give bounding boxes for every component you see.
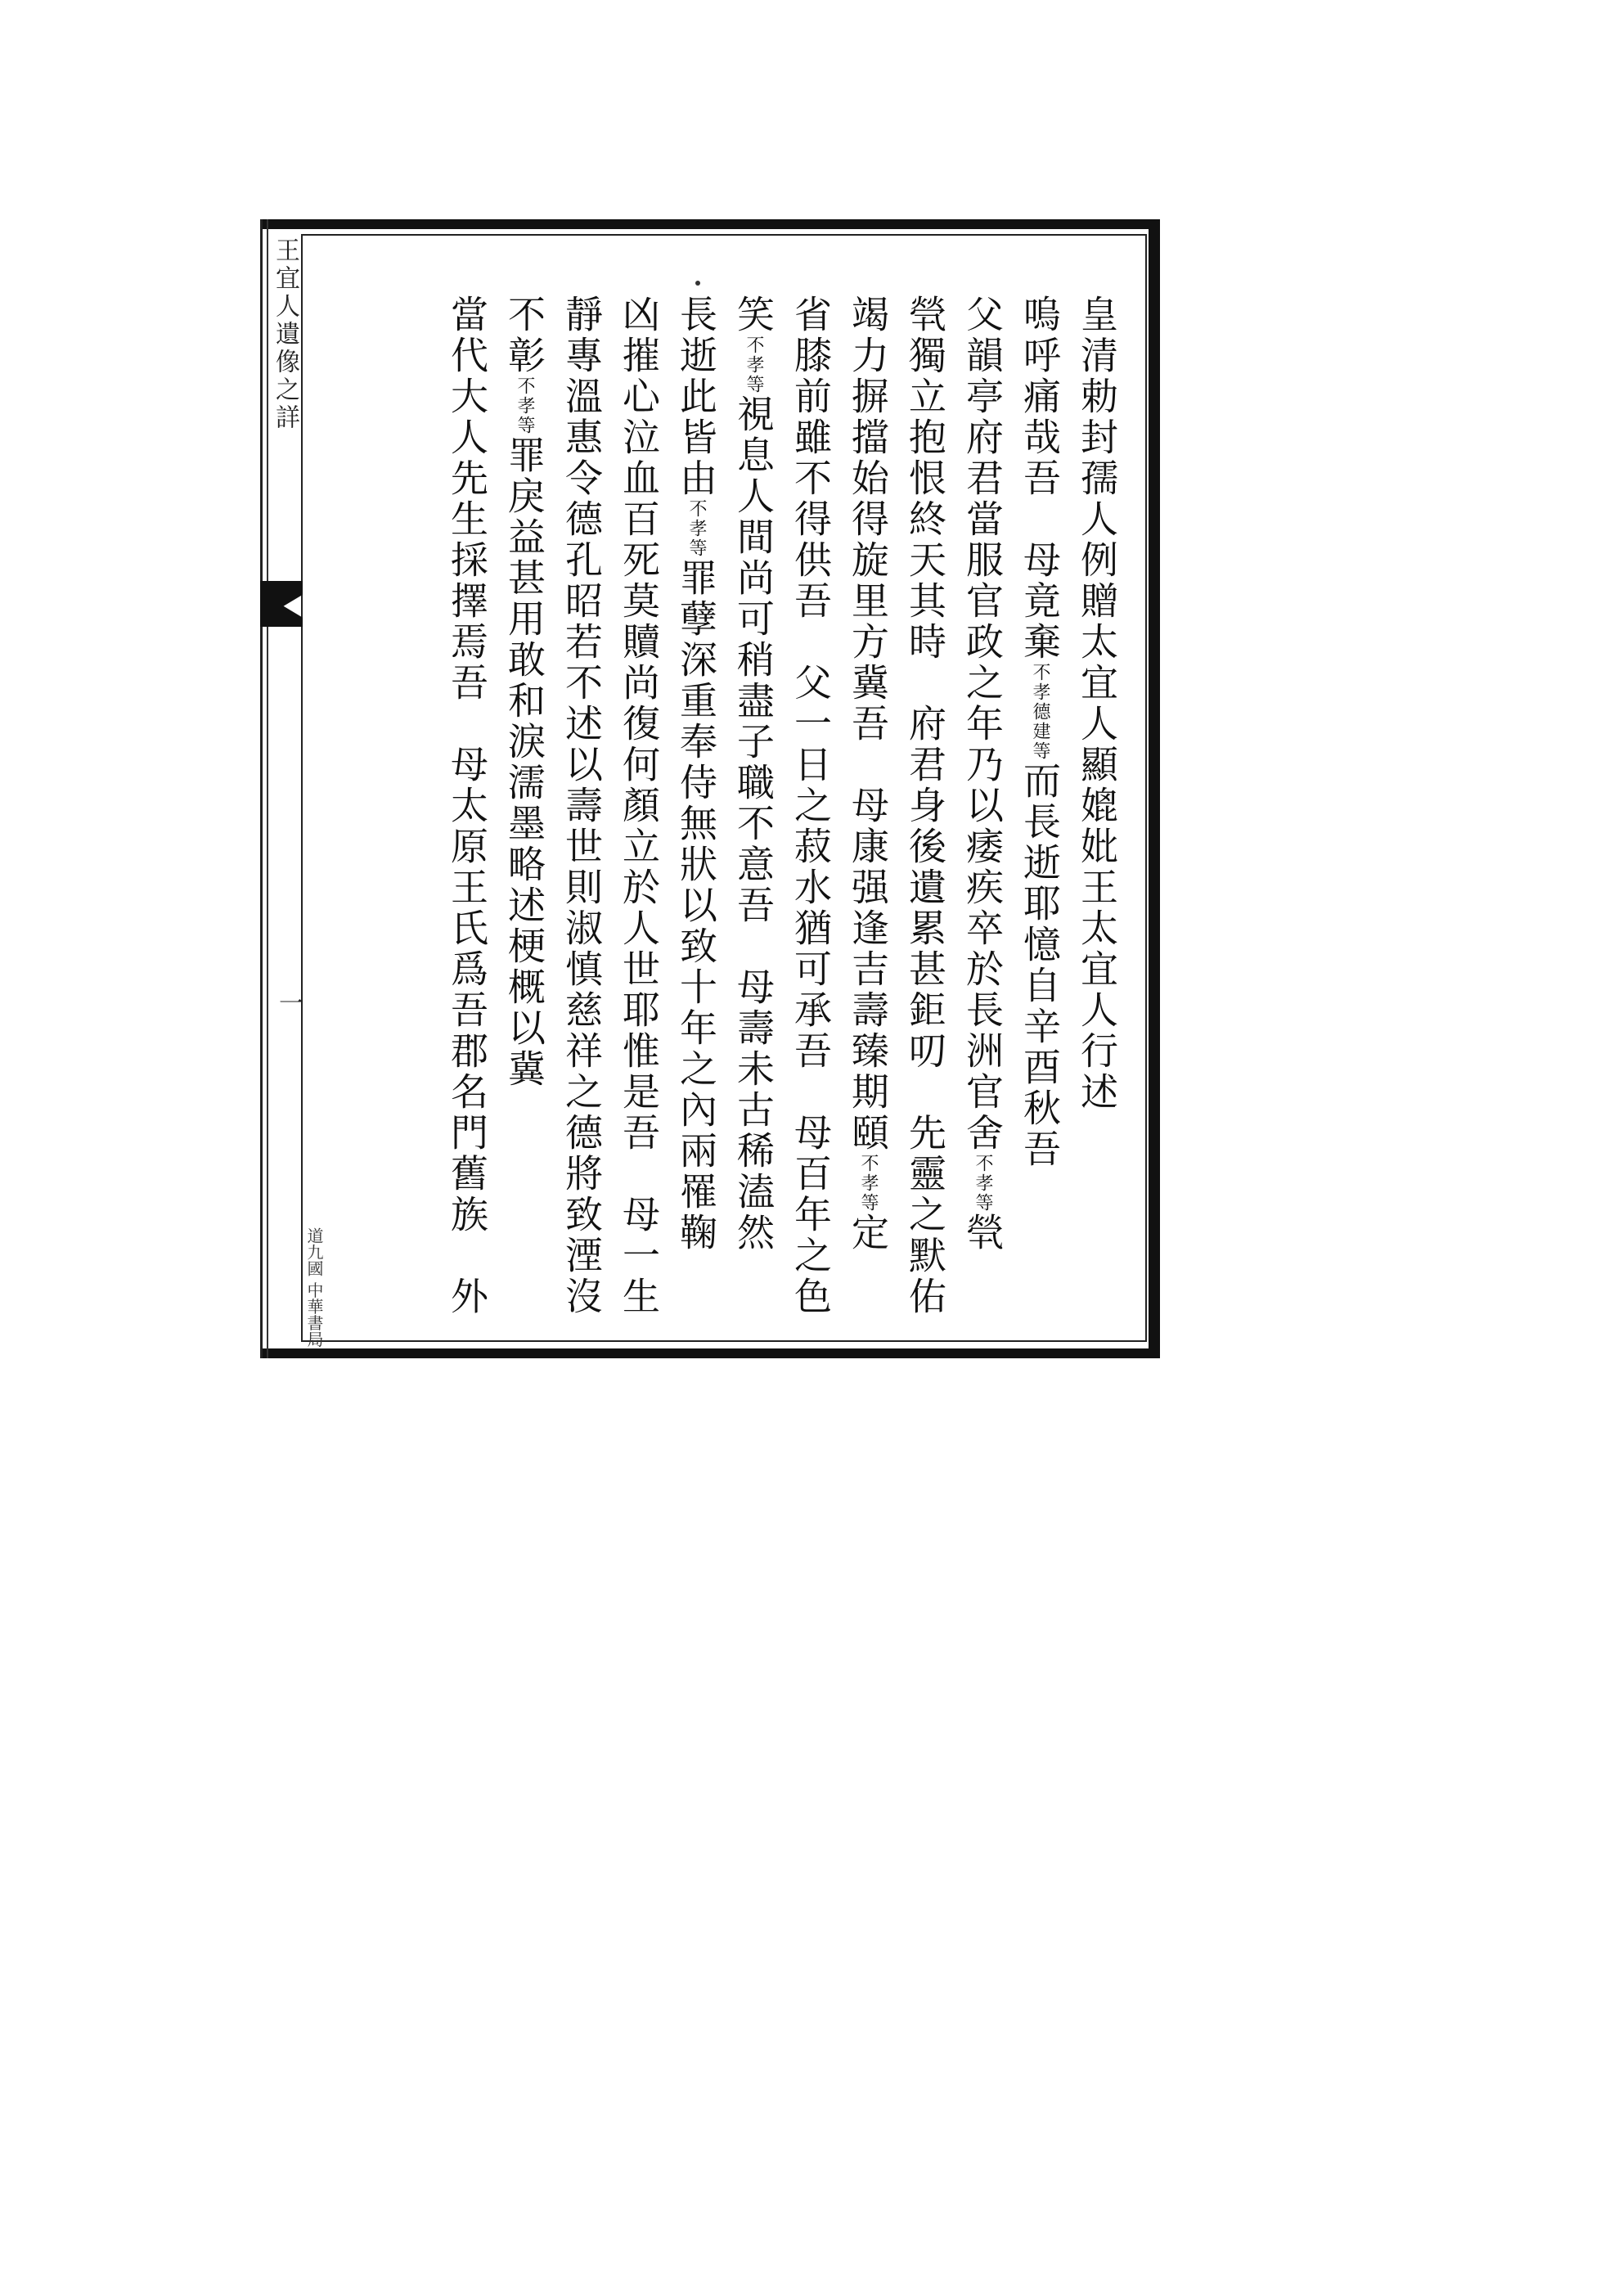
text-column bbox=[496, 295, 553, 1334]
text-segment: 罪戾益甚用敢和淚濡墨略述梗概以冀 bbox=[502, 435, 546, 1090]
text-segment: 長逝此皆由 bbox=[674, 295, 718, 499]
text-column bbox=[668, 295, 725, 1334]
ink-speck bbox=[695, 281, 700, 286]
text-segment: 不彰 bbox=[502, 295, 546, 376]
interlinear-note: 不孝等 bbox=[686, 499, 707, 558]
text-segment: 笑 bbox=[731, 295, 776, 335]
text-segment: 竭力摒擋始得旋里方冀吾 母康强逢吉壽臻期頤 bbox=[846, 295, 890, 1154]
text-segment: 視息人間尚可稍盡子職不意吾 母壽未古稀溘然 bbox=[731, 394, 776, 1254]
spine-title: 王宜人遺像之詳 bbox=[271, 237, 299, 432]
text-column bbox=[839, 295, 897, 1334]
text-segment: 省膝前雖不得供吾 父一日之菽水猶可承吾 母百年之色 bbox=[789, 295, 833, 1317]
text-column bbox=[782, 295, 839, 1334]
text-segment: 嗚呼痛哉吾 母竟棄 bbox=[1018, 295, 1062, 663]
text-column bbox=[725, 295, 782, 1334]
spine-page-number: 一 bbox=[274, 990, 303, 1015]
interlinear-note: 不孝德建等 bbox=[1030, 663, 1050, 761]
text-segment: 皇清勅封孺人例贈太宜人顯媲妣王太宜人行述 bbox=[1075, 295, 1119, 1113]
text-column bbox=[1011, 295, 1068, 1334]
margin-note: 道九國 中華書局 bbox=[304, 1227, 324, 1348]
text-column bbox=[897, 295, 954, 1334]
interlinear-note: 不孝等 bbox=[973, 1154, 993, 1213]
text-segment: 靜專溫惠令德孔昭若不述以壽世則淑慎慈祥之德將致湮沒 bbox=[560, 295, 604, 1317]
spine-rule bbox=[267, 219, 268, 1358]
text-segment: 當代大人先生採擇焉吾 母太原王氏爲吾郡名門舊族 外 bbox=[445, 295, 489, 1317]
text-title-column bbox=[1068, 295, 1126, 1334]
text-segment: 凶摧心泣血百死莫贖尚復何顏立於人世耶惟是吾 母一生 bbox=[617, 295, 661, 1317]
text-column bbox=[438, 295, 496, 1334]
text-segment: 而長逝耶憶自辛酉秋吾 bbox=[1018, 761, 1062, 1170]
text-segment: 罪孽深重奉侍無狀以致十年之內兩罹鞠 bbox=[674, 558, 718, 1254]
interlinear-note: 不孝等 bbox=[858, 1154, 879, 1213]
text-segment: 定 bbox=[846, 1213, 890, 1254]
interlinear-note: 不孝等 bbox=[744, 335, 764, 394]
main-text-body bbox=[308, 295, 1126, 1334]
interlinear-note: 不孝等 bbox=[515, 376, 535, 435]
text-segment: 煢 bbox=[960, 1213, 1005, 1254]
text-segment: 父韻亭府君當服官政之年乃以痿疾卒於長洲官舍 bbox=[960, 295, 1005, 1154]
text-column bbox=[954, 295, 1011, 1334]
text-column bbox=[553, 295, 610, 1334]
text-segment: 煢獨立抱恨終天其時 府君身後遺累甚鉅叨 先靈之默佑 bbox=[903, 295, 947, 1317]
text-column bbox=[610, 295, 668, 1334]
